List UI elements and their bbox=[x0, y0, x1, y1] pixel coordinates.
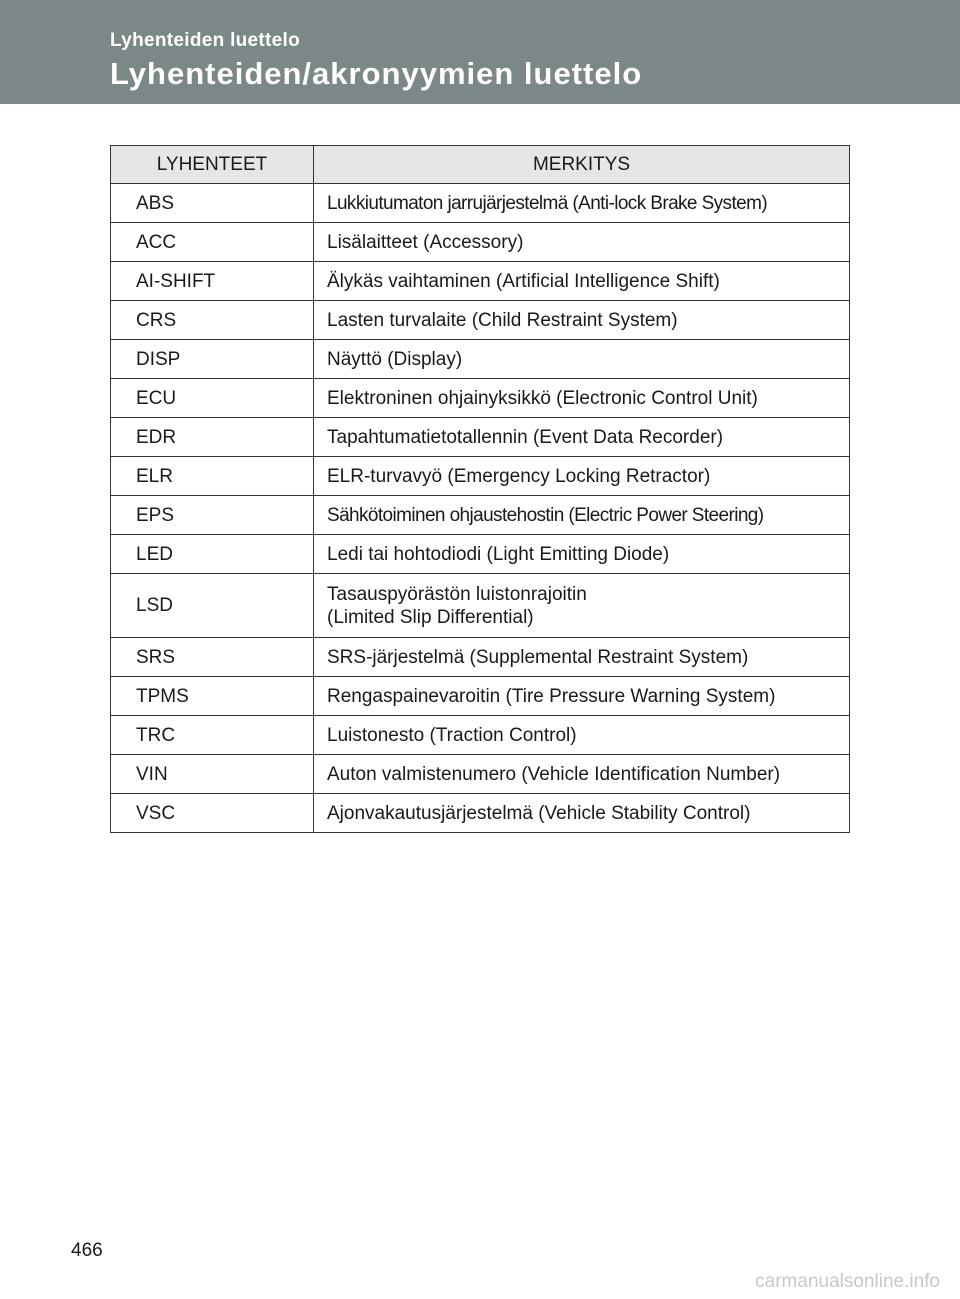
abbreviation-cell: LSD bbox=[111, 574, 314, 638]
abbreviation-cell: ABS bbox=[111, 184, 314, 223]
table-row bbox=[111, 638, 850, 677]
page-number: 466 bbox=[71, 1240, 103, 1261]
column-header-meaning: MERKITYS bbox=[314, 146, 850, 184]
table-row bbox=[111, 262, 850, 301]
meaning-cell: Lasten turvalaite (Child Restraint System) bbox=[314, 301, 850, 340]
table-row bbox=[111, 716, 850, 755]
table-row bbox=[111, 457, 850, 496]
abbreviation-cell: TRC bbox=[111, 716, 314, 755]
abbreviation-cell: LED bbox=[111, 535, 314, 574]
table-row bbox=[111, 379, 850, 418]
table-row bbox=[111, 418, 850, 457]
table-row bbox=[111, 301, 850, 340]
meaning-cell: Luistonesto (Traction Control) bbox=[314, 716, 850, 755]
table-row bbox=[111, 755, 850, 794]
abbreviation-cell: ELR bbox=[111, 457, 314, 496]
abbreviation-cell: SRS bbox=[111, 638, 314, 677]
table-row bbox=[111, 340, 850, 379]
meaning-cell: Lisälaitteet (Accessory) bbox=[314, 223, 850, 262]
meaning-cell: Älykäs vaihtaminen (Artificial Intelligence Shift) bbox=[314, 262, 850, 301]
table-row bbox=[111, 794, 850, 833]
abbreviation-cell: VSC bbox=[111, 794, 314, 833]
meaning-cell: Lukkiutumaton jarrujärjestelmä (Anti-lock Brake System) bbox=[314, 184, 850, 223]
table-row bbox=[111, 184, 850, 223]
abbreviation-cell: DISP bbox=[111, 340, 314, 379]
column-header-abbreviation: LYHENTEET bbox=[111, 146, 314, 184]
meaning-line: Tasauspyörästön luistonrajoitin bbox=[327, 583, 587, 605]
meaning-line: (Limited Slip Differential) bbox=[327, 606, 534, 628]
abbreviations-table bbox=[110, 145, 850, 833]
abbreviation-cell: CRS bbox=[111, 301, 314, 340]
abbreviation-cell: TPMS bbox=[111, 677, 314, 716]
table-header-row bbox=[111, 146, 850, 184]
page-title: Lyhenteiden/akronyymien luettelo bbox=[110, 56, 643, 91]
table-row bbox=[111, 574, 850, 638]
abbreviation-cell: VIN bbox=[111, 755, 314, 794]
table-row bbox=[111, 535, 850, 574]
meaning-cell: Ajonvakautusjärjestelmä (Vehicle Stability Control) bbox=[314, 794, 850, 833]
meaning-cell: Tapahtumatietotallennin (Event Data Recorder) bbox=[314, 418, 850, 457]
watermark: carmanualsonline.info bbox=[755, 1271, 940, 1292]
meaning-cell: SRS-järjestelmä (Supplemental Restraint System) bbox=[314, 638, 850, 677]
section-label: Lyhenteiden luettelo bbox=[110, 30, 301, 51]
meaning-cell: Auton valmistenumero (Vehicle Identification Number) bbox=[314, 755, 850, 794]
abbreviation-cell: EPS bbox=[111, 496, 314, 535]
abbreviation-cell: EDR bbox=[111, 418, 314, 457]
table-row bbox=[111, 223, 850, 262]
meaning-cell: Rengaspainevaroitin (Tire Pressure Warning System) bbox=[314, 677, 850, 716]
meaning-cell: Näyttö (Display) bbox=[314, 340, 850, 379]
abbreviation-cell: ECU bbox=[111, 379, 314, 418]
meaning-cell: Elektroninen ohjainyksikkö (Electronic Control Unit) bbox=[314, 379, 850, 418]
meaning-cell: Sähkötoiminen ohjaustehostin (Electric Power Steering) bbox=[314, 496, 850, 535]
abbreviation-cell: ACC bbox=[111, 223, 314, 262]
table-row bbox=[111, 496, 850, 535]
meaning-cell: ELR-turvavyö (Emergency Locking Retractor) bbox=[314, 457, 850, 496]
table-row bbox=[111, 677, 850, 716]
abbreviation-cell: AI-SHIFT bbox=[111, 262, 314, 301]
meaning-cell bbox=[314, 574, 850, 638]
header-band bbox=[0, 0, 960, 104]
meaning-cell: Ledi tai hohtodiodi (Light Emitting Diode) bbox=[314, 535, 850, 574]
